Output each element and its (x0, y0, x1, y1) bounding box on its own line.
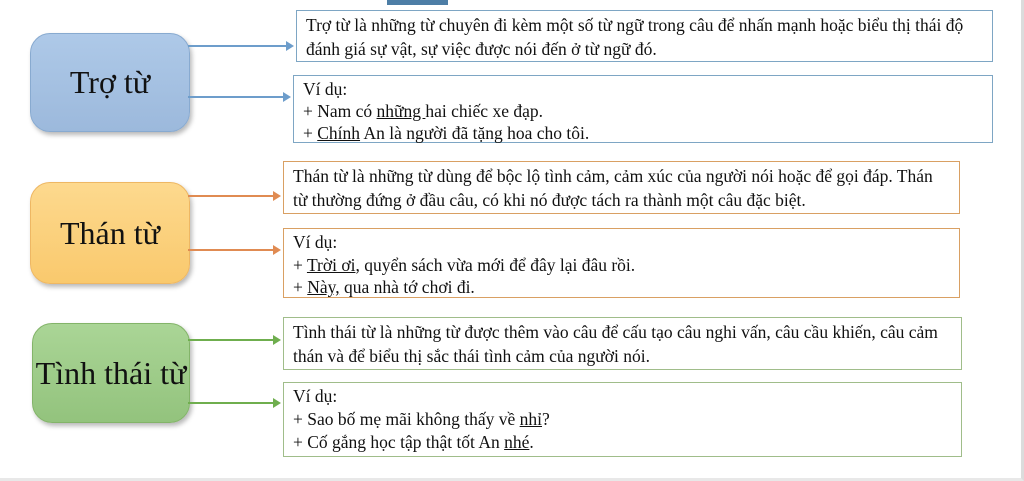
connector-arrow (188, 339, 273, 341)
example-line: + Cố gắng học tập thật tốt An nhé. (293, 432, 534, 452)
example-box-tinh-thai-tu (283, 382, 962, 457)
term-box-than-tu (30, 182, 190, 284)
term-box-tinh-thai-tu (32, 323, 190, 423)
term-box-tro-tu (30, 33, 190, 132)
definition-text: Trợ từ là những từ chuyên đi kèm một số từ ngữ trong câu để nhấn mạnh hoặc biểu thị thái độ đánh giá sự vật, sự việc được nói đến ở từ ngữ đó. (306, 15, 964, 59)
example-label: Ví dụ: (293, 232, 338, 252)
term-label: Trợ từ (69, 64, 151, 101)
connector-arrow (188, 249, 273, 251)
term-label: Thán từ (60, 214, 160, 251)
example-box-tro-tu (293, 75, 993, 143)
definition-box-tinh-thai-tu (283, 317, 962, 370)
example-box-than-tu (283, 228, 960, 298)
definition-text: Tình thái từ là những từ được thêm vào câu để cấu tạo câu nghi vấn, câu cầu khiến, câu cảm thán và để biểu thị sắc thái tình cảm của người nói. (293, 322, 938, 366)
definition-box-tro-tu (296, 10, 993, 62)
connector-arrow (188, 96, 283, 98)
term-label: Tình thái từ (35, 354, 187, 391)
definition-box-than-tu (283, 161, 960, 214)
example-label: Ví dụ: (293, 386, 338, 406)
top-edge-bar (387, 0, 448, 5)
example-line: + Chính An là người đã tặng hoa cho tôi. (303, 123, 590, 143)
example-line: + Trời ơi, quyển sách vừa mới để đây lại đâu rồi. (293, 254, 636, 275)
example-line: + Này, qua nhà tớ chơi đi. (293, 277, 475, 297)
example-label: Ví dụ: (303, 79, 348, 99)
definition-text: Thán từ là những từ dùng để bộc lộ tình cảm, cảm xúc của người nói hoặc để gọi đáp. Thán từ thường đứng ở đầu câu, có khi nó được tách ra thành một câu đặc biệt. (293, 166, 933, 210)
connector-arrow (188, 195, 273, 197)
example-line: + Sao bố mẹ mãi không thấy về nhỉ? (293, 409, 550, 429)
connector-arrow (188, 45, 286, 47)
example-line: + Nam có những hai chiếc xe đạp. (303, 101, 543, 121)
connector-arrow (188, 402, 273, 404)
